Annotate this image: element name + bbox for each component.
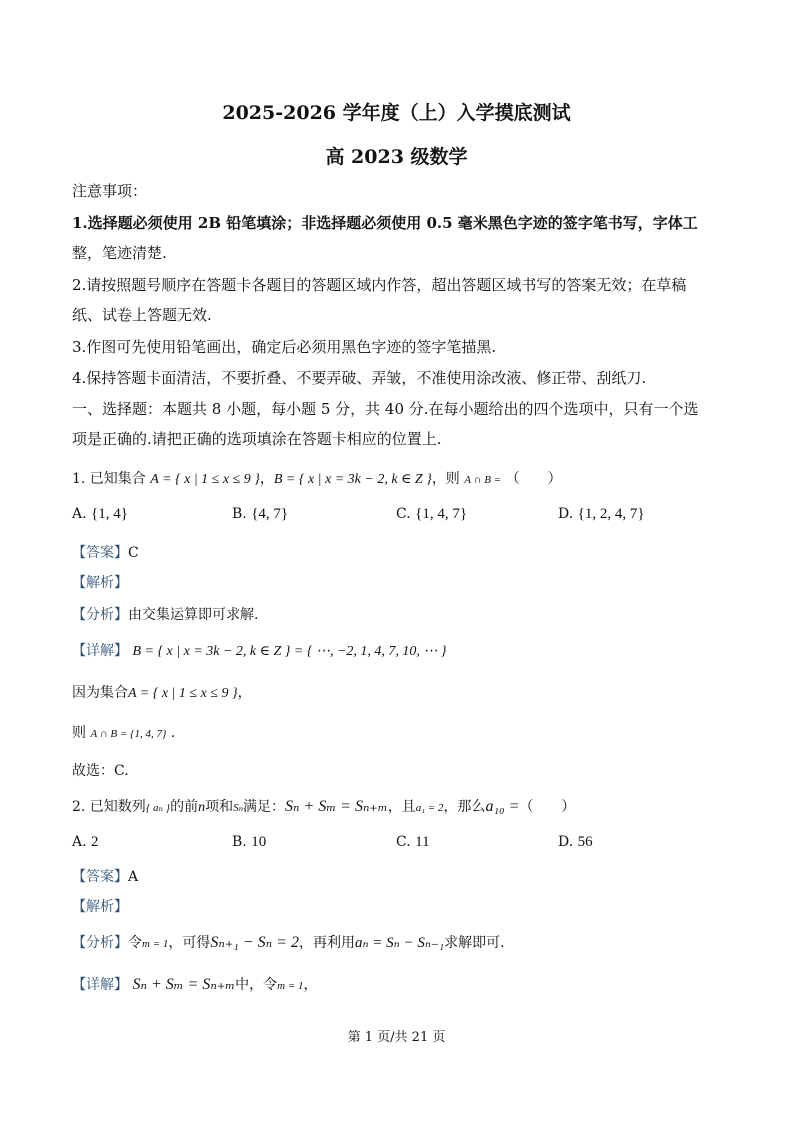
question-1-stem: 1. 已知集合 A = { x | 1 ≤ x ≤ 9 }，B = { x | x = 3k − 2, k ∈ Z }，则 A ∩ B = （ ） bbox=[72, 471, 562, 487]
math-intersection: A ∩ B = bbox=[464, 474, 502, 486]
question-2-option-b: B. 10 bbox=[232, 834, 267, 850]
notice-item-1-line-1: 1.选择题必须使用 2B 铅笔填涂；非选择题必须使用 0.5 毫米黑色字迹的签字笔书写，字体工 bbox=[72, 214, 698, 232]
notice-heading: 注意事项： bbox=[72, 182, 148, 200]
question-1-fenxi: 【分析】由交集运算即可求解. bbox=[72, 607, 259, 623]
question-1-then: 则 A ∩ B = {1, 4, 7} . bbox=[72, 725, 176, 741]
question-1-option-d: D. {1, 2, 4, 7} bbox=[558, 506, 645, 522]
question-2-option-d: D. 56 bbox=[558, 834, 593, 850]
page-footer: 第 1 页/共 21 页 bbox=[347, 1030, 446, 1045]
notice-item-2-line-2: 纸、试卷上答题无效. bbox=[72, 306, 212, 324]
question-1-option-b: B. {4, 7} bbox=[232, 506, 289, 522]
notice-item-3: 3.作图可先使用铅笔画出，确定后必须用黑色字迹的签字笔描黑. bbox=[72, 338, 497, 356]
question-1-answer: 【答案】C bbox=[72, 545, 139, 561]
question-2-stem: 2. 已知数列{ aₙ }的前n项和Sₙ满足：Sₙ + Sₘ = Sₙ₊ₘ，且a₁ = 2，那么a₁₀ =（ ） bbox=[72, 798, 576, 815]
question-1-option-c: C. {1, 4, 7} bbox=[396, 506, 468, 522]
page-subtitle: 高 2023 级数学 bbox=[325, 146, 468, 168]
question-1-conclusion: 故选：C. bbox=[72, 763, 129, 779]
question-1-option-a: A. {1, 4} bbox=[72, 506, 128, 522]
notice-item-4: 4.保持答题卡面清洁，不要折叠、不要弄破、弄皱，不准使用涂改液、修正带、刮纸刀. bbox=[72, 369, 647, 387]
notice-item-1-line-2: 整，笔迹清楚. bbox=[72, 244, 167, 262]
question-1-xiangjie: 【详解】 B = { x | x = 3k − 2, k ∈ Z } = { ⋯, −2, 1, 4, 7, 10, ⋯ } bbox=[72, 643, 447, 659]
question-2-xiangjie: 【详解】 Sₙ + Sₘ = Sₙ₊ₘ中，令m = 1， bbox=[72, 976, 318, 993]
question-2-option-a: A. 2 bbox=[72, 834, 99, 850]
question-1-analysis-tag: 【解析】 bbox=[72, 575, 128, 591]
section-header-line-1: 一、选择题：本题共 8 小题，每小题 5 分，共 40 分.在每小题给出的四个选项中，只有一个选 bbox=[72, 400, 699, 418]
question-2-option-c: C. 11 bbox=[396, 834, 430, 850]
notice-item-2-line-1: 2.请按照题号顺序在答题卡各题目的答题区域内作答，超出答题区域书写的答案无效；在草稿 bbox=[72, 276, 687, 294]
question-1-because: 因为集合A = { x | 1 ≤ x ≤ 9 }， bbox=[72, 685, 252, 701]
question-2-fenxi: 【分析】令m = 1，可得Sₙ₊₁ − Sₙ = 2，再利用aₙ = Sₙ − Sₙ₋₁求解即可. bbox=[72, 934, 505, 951]
math-set-a: A = { x | 1 ≤ x ≤ 9 } bbox=[150, 472, 260, 487]
question-2-analysis-tag: 【解析】 bbox=[72, 899, 128, 915]
section-header-line-2: 项是正确的.请把正确的选项填涂在答题卡相应的位置上. bbox=[72, 430, 442, 448]
page-title: 2025-2026 学年度（上）入学摸底测试 bbox=[222, 102, 571, 124]
math-set-b: B = { x | x = 3k − 2, k ∈ Z } bbox=[273, 472, 432, 487]
question-2-answer: 【答案】A bbox=[72, 869, 139, 885]
